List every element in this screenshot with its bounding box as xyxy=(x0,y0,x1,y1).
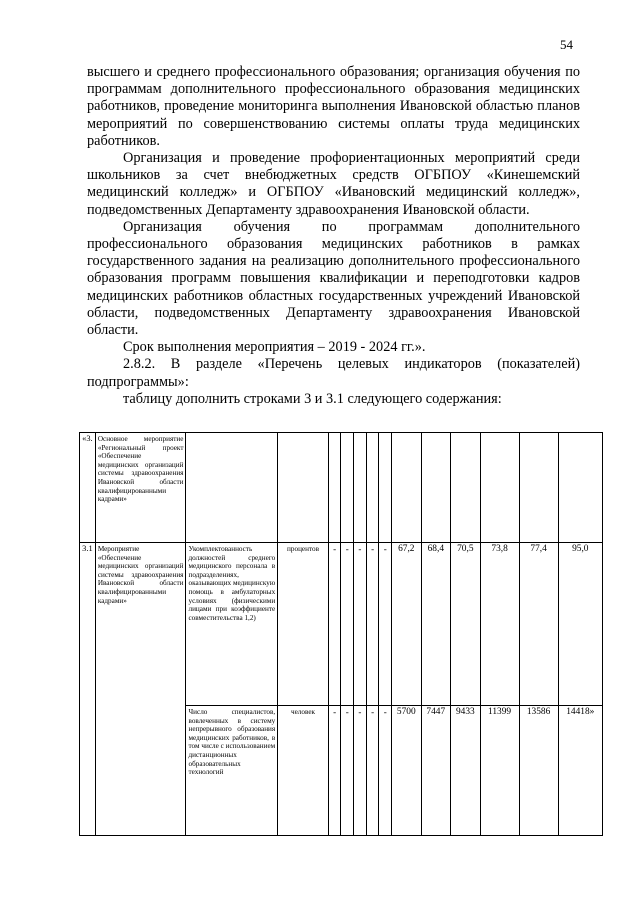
value-cell: 68,4 xyxy=(421,543,451,706)
empty-cell xyxy=(278,433,329,543)
table-row-3 xyxy=(80,433,603,543)
empty-cell xyxy=(354,433,367,543)
empty-cell xyxy=(480,433,519,543)
value-cell: - xyxy=(341,543,354,706)
value-cell: - xyxy=(328,706,341,836)
value-cell: - xyxy=(354,543,367,706)
empty-cell xyxy=(328,433,341,543)
activity-name: Основное мероприятие «Региональный проект «Обеспечение медицинских организаций системы здравоохранения Ивановской области квалифицированными кадрами» xyxy=(95,433,186,543)
empty-cell xyxy=(186,433,278,543)
empty-cell xyxy=(558,433,602,543)
page-number: 54 xyxy=(560,37,573,52)
value-cell: 9433 xyxy=(451,706,481,836)
value-cell: 70,5 xyxy=(451,543,481,706)
indicator-unit: процентов xyxy=(278,543,329,706)
activity-name: Мероприятие «Обеспечение медицинских организаций системы здравоохранения Ивановской области квалифицированными кадрами» xyxy=(95,543,186,836)
empty-cell xyxy=(421,433,451,543)
value-cell: - xyxy=(366,706,379,836)
paragraph-5: 2.8.2. В разделе «Перечень целевых индикаторов (показателей) подпрограммы»: xyxy=(87,356,580,390)
value-cell: 7447 xyxy=(421,706,451,836)
value-cell: - xyxy=(379,706,392,836)
indicator-name: Укомплектованность должностей среднего медицинского персонала в подразделениях, оказывающих медицинскую помощь в амбулаторных условиях (физическими лицами при коэффициенте совместительства 1,2) xyxy=(186,543,278,706)
value-cell: - xyxy=(341,706,354,836)
empty-cell xyxy=(341,433,354,543)
value-cell: - xyxy=(328,543,341,706)
paragraph-4: Срок выполнения мероприятия – 2019 - 2024 гг.». xyxy=(123,339,426,356)
paragraph-1: высшего и среднего профессионального образования; организация обучения по программам дополнительного профессионального образования медицинских работников, проведение мониторинга выполнения Ивановской областью планов мероприятий по совершенствованию системы оплаты труда медицинских работников. xyxy=(87,64,580,149)
value-cell: 13586 xyxy=(519,706,558,836)
value-cell: 14418» xyxy=(558,706,602,836)
value-cell: - xyxy=(354,706,367,836)
empty-cell xyxy=(379,433,392,543)
empty-cell xyxy=(451,433,481,543)
row-number: «3. xyxy=(80,433,96,543)
value-cell: 5700 xyxy=(392,706,422,836)
indicator-unit: человек xyxy=(278,706,329,836)
value-cell: 11399 xyxy=(480,706,519,836)
value-cell: 77,4 xyxy=(519,543,558,706)
paragraph-3: Организация обучения по программам дополнительного профессионального образования медицинских работников в рамках государственного задания на реализацию дополнительного профессионального образования программ повышения квалификации и переподготовки кадров медицинских работников областных государственных учреждений Ивановской области, подведомственных Департаменту здравоохранения Ивановской области. xyxy=(87,218,580,339)
row-number: 3.1 xyxy=(80,543,96,836)
paragraph-2: Организация и проведение профориентационных мероприятий среди школьников за счет внебюджетных средств ОГБПОУ «Кинешемский медицинский колледж» и ОГБПОУ «Ивановский медицинский колледж», подведомственных Департаменту здравоохранения Ивановской области. xyxy=(87,150,580,218)
empty-cell xyxy=(392,433,422,543)
value-cell: 73,8 xyxy=(480,543,519,706)
value-cell: 95,0 xyxy=(558,543,602,706)
value-cell: - xyxy=(366,543,379,706)
empty-cell xyxy=(366,433,379,543)
indicator-name: Число специалистов, вовлеченных в систему непрерывного образования медицинских работников, в том числе с использованием дистанционных образовательных технологий xyxy=(186,706,278,836)
table-row-3-1 xyxy=(80,543,603,706)
empty-cell xyxy=(519,433,558,543)
value-cell: 67,2 xyxy=(392,543,422,706)
value-cell: - xyxy=(379,543,392,706)
paragraph-6: таблицу дополнить строками 3 и 3.1 следующего содержания: xyxy=(123,390,502,407)
body-text xyxy=(87,64,580,408)
indicators-table xyxy=(79,432,603,836)
